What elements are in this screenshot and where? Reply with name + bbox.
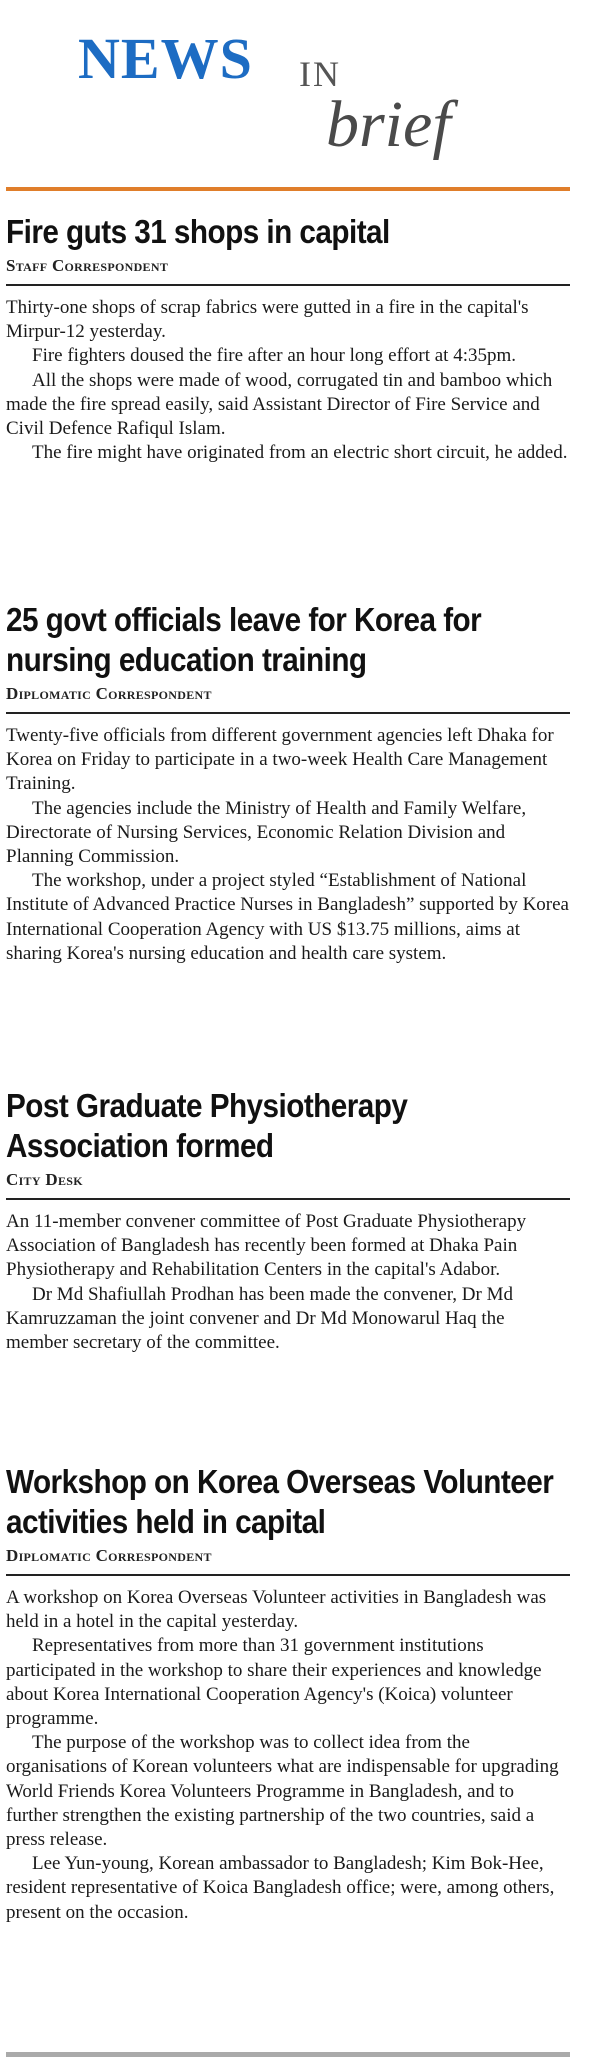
article-body (6, 724, 570, 966)
article-body (6, 1586, 570, 1925)
bottom-divider (6, 2052, 570, 2057)
headline-line: nursing education training (6, 641, 367, 678)
article-headline (6, 600, 514, 680)
article-korea-nursing (6, 600, 570, 966)
article-paragraph: Representatives from more than 31 government institutions participated in the workshop to share their experiences and knowledge about Korea International Cooperation Agency's (Koica) volunteer programme. (6, 1635, 542, 1730)
article-paragraph: The purpose of the workshop was to collect idea from the organisations of Korean volunteers what are indispensable for upgrading World Friends Korea Volunteers Programme in Bangladesh, and to further strengthen the existing partnership of the two countries, said a press release. (6, 1732, 559, 1851)
headline-line: 25 govt officials leave for Korea for (6, 601, 482, 638)
article-paragraph: Lee Yun-young, Korean ambassador to Bangladesh; Kim Bok-Hee, resident representative of Koica Bangladesh office; were, among others, present on the occasion. (6, 1853, 555, 1923)
article-paragraph: Thirty-one shops of scrap fabrics were gutted in a fire in the capital's Mirpur-12 yesterday. (6, 297, 529, 343)
headline-line: Post Graduate Physiotherapy (6, 1087, 408, 1124)
headline-line: Workshop on Korea Overseas Volunteer (6, 1463, 554, 1500)
byline-divider (6, 1198, 570, 1200)
article-physiotherapy (6, 1086, 570, 1355)
headline-line: activities held in capital (6, 1503, 326, 1540)
article-fire (6, 212, 570, 465)
byline-divider (6, 1574, 570, 1576)
article-byline: Diplomatic Correspondent (6, 684, 212, 703)
byline-divider (6, 712, 570, 714)
article-paragraph: A workshop on Korea Overseas Volunteer activities in Bangladesh was held in a hotel in the capital yesterday. (6, 1587, 547, 1633)
masthead-divider (6, 187, 570, 191)
article-paragraph: An 11-member convener committee of Post Graduate Physiotherapy Association of Bangladesh has recently been formed at Dhaka Pain Physiotherapy and Rehabilitation Centers in the capital's Adabor. (6, 1211, 527, 1281)
article-byline: Diplomatic Correspondent (6, 1546, 212, 1565)
article-body (6, 1210, 570, 1355)
article-korea-volunteer (6, 1462, 570, 1925)
masthead (78, 22, 548, 172)
headline-line: Fire guts 31 shops in capital (6, 213, 390, 250)
masthead-news: NEWS (78, 26, 253, 91)
article-paragraph: The fire might have originated from an electric short circuit, he added. (32, 442, 568, 464)
masthead-in: IN (299, 54, 341, 94)
article-headline (6, 1086, 514, 1166)
article-paragraph: All the shops were made of wood, corrugated tin and bamboo which made the fire spread easily, said Assistant Director of Fire Service and Civil Defence Rafiqul Islam. (6, 369, 553, 440)
article-body (6, 296, 570, 465)
article-byline: Staff Correspondent (6, 256, 169, 275)
article-paragraph: The agencies include the Ministry of Health and Family Welfare, Directorate of Nursing Services, Economic Relation Division and Planning Commission. (6, 797, 527, 868)
article-headline (6, 1462, 554, 1542)
article-byline: City Desk (6, 1170, 83, 1189)
byline-divider (6, 284, 570, 286)
masthead-brief: brief (326, 88, 451, 161)
article-paragraph: Dr Md Shafiullah Prodhan has been made the convener, Dr Md Kamruzzaman the joint convener and Dr Md Monowarul Haq the member secretary of the committee. (6, 1283, 513, 1354)
article-paragraph: Twenty-five officials from different government agencies left Dhaka for Korea on Friday to participate in a two-week Health Care Management Training. (6, 725, 554, 795)
headline-line: Association formed (6, 1127, 274, 1164)
article-paragraph: The workshop, under a project styled “Establishment of National Institute of Advanced Practice Nurses in Bangladesh” supported by Korea International Cooperation Agency with US $13.75 millions, aims at sharing Korea's nursing education and health care system. (6, 870, 569, 964)
article-paragraph: Fire fighters doused the fire after an hour long effort at 4:35pm. (32, 345, 517, 367)
article-headline (6, 212, 514, 252)
